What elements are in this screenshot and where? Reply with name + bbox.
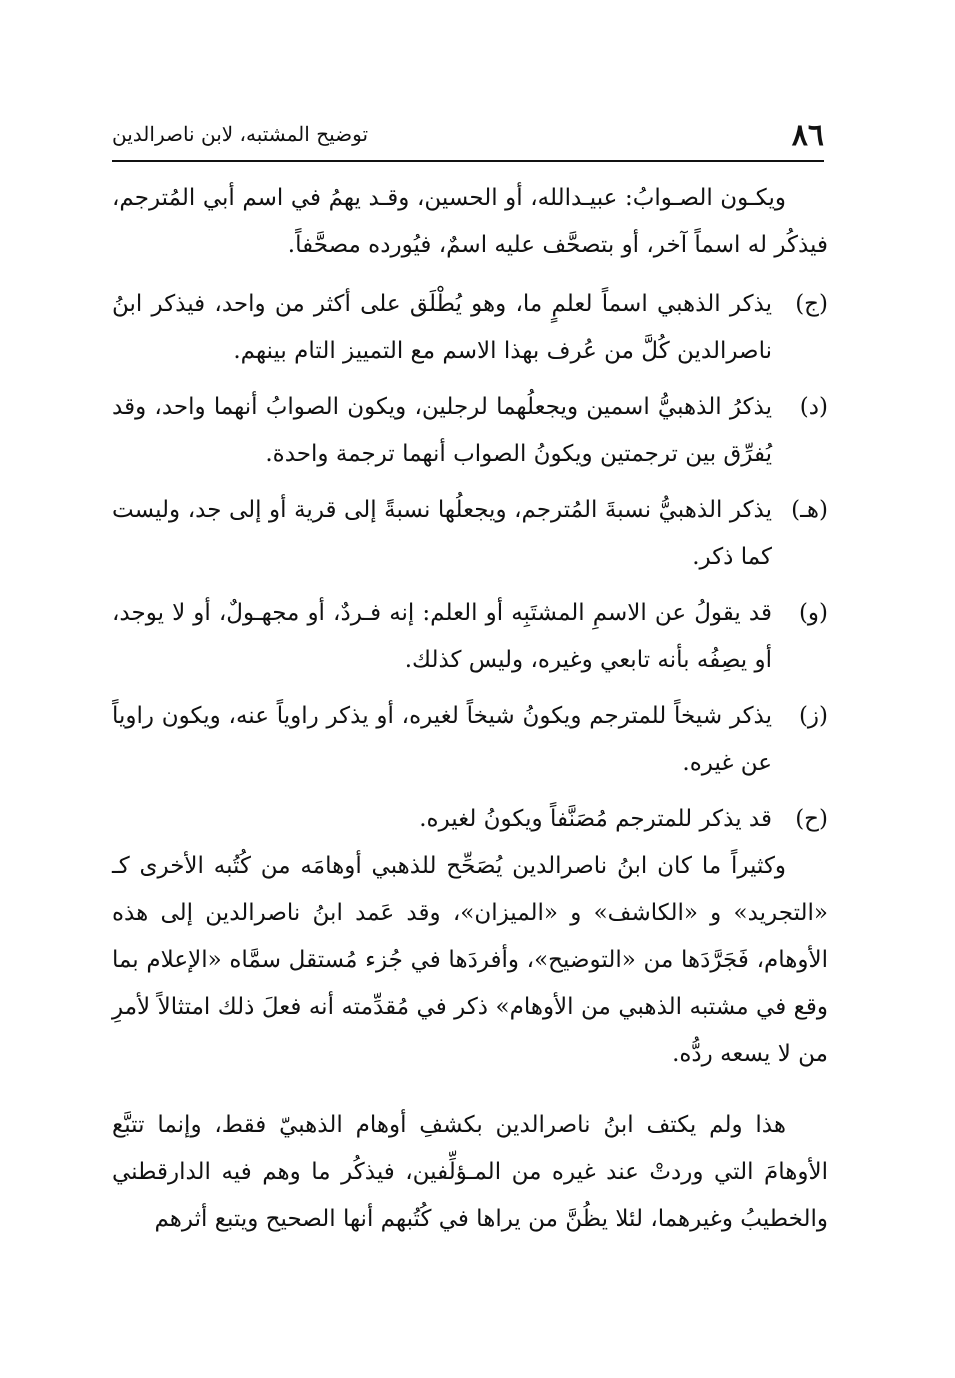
list-item-text: يذكرُ الذهبيُّ اسمين ويجعلُهما لرجلين، ويكون الصوابُ أنهما واحد، وقد يُفرِّق بين ترجمتين ويكونُ الصواب أنهما ترجمة واحدة. — [112, 394, 772, 467]
list-item-marker: (د) — [799, 394, 828, 420]
intro-paragraph: ويكـون الصـوابُ: عبيـدالله، أو الحسين، وقـد يهمُ في اسم أبي المُترجم، فيذكُر له اسماً آخر، أو بتصحَّف عليه اسمٌ، فيُورده مصحَّفاً. — [112, 185, 828, 258]
list-item — [112, 281, 828, 375]
list-item — [112, 384, 828, 478]
list-item-marker: (ح) — [795, 806, 828, 832]
page-number: ٨٦ — [791, 118, 824, 153]
list-item — [112, 796, 828, 843]
list-item-text: يذكر الذهبيُّ نسبةَ المُترجم، ويجعلُها نسبةً إلى قرية أو إلى جد، وليست كما ذكر. — [112, 497, 772, 570]
list-item-marker: (هـ) — [791, 497, 828, 523]
paragraph-tajrid: وكثيراً ما كان ابنُ ناصرالدين يُصَحِّح للذهبي أوهامَه من كُتُبه الأخرى كـ «التجريد» و «الكاشف» و «الميزان»، وقد عَمد ابنُ ناصرالدين إلى هذه الأوهام، فَجَرَّدَها من «التوضيح»، وأفردَها في جُزء مُستقل سمَّاه «الإعلام بما وقع في مشتبه الذهبي من الأوهام» ذكر في مُقدِّمته أنه فعلَ ذلك امتثالاً لأمرِ من لا يسعه ردُّه. — [112, 853, 828, 1067]
list-item-text: يذكر شيخاً للمترجم ويكونُ شيخاً لغيره، أو يذكر راوياً عنه، ويكون راوياً عن غيره. — [112, 703, 772, 776]
paragraph-other-authors: هذا ولم يكتف ابنُ ناصرالدين بكشفِ أوهام الذهبيّ فقط، وإنما تتبَّع الأوهامَ التي وردتْ عند غيره من المـؤلِّفين، فيذكُر ما وهم فيه الدارقطني والخطيبُ وغيرهما، لئلا يظُنَّ من يراها في كُتُبهم أنها الصحيح ويتبع أثرهم — [112, 1112, 828, 1232]
list-item — [112, 693, 828, 787]
list-item-marker: (و) — [798, 600, 828, 626]
list-item-text: يذكر الذهبي اسماً لعلمٍ ما، وهو يُطْلَق على أكثر من واحد، فيذكر ابنُ ناصرالدين كُلَّ من عُرف بهذا الاسم مع التمييز التام بينهم. — [112, 291, 772, 364]
list-item-marker: (ج) — [795, 291, 828, 317]
body-text — [112, 175, 828, 1243]
page-header — [112, 112, 824, 162]
running-title: توضيح المشتبه، لابن ناصرالدين — [112, 122, 369, 146]
list-item-text: قد يذكر للمترجم مُصَنَّفاً ويكونُ لغيره. — [419, 806, 772, 832]
list-item — [112, 487, 828, 581]
list-item — [112, 590, 828, 684]
list-item-marker: (ز) — [798, 703, 828, 729]
list-item-text: قد يقولُ عن الاسمِ المشتَبِه أو العلم: إنه فـردٌ، أو مجهـولٌ، أو لا يوجد، أو يصِفُه بأنه تابعي وغيره، وليس كذلك. — [112, 600, 772, 673]
